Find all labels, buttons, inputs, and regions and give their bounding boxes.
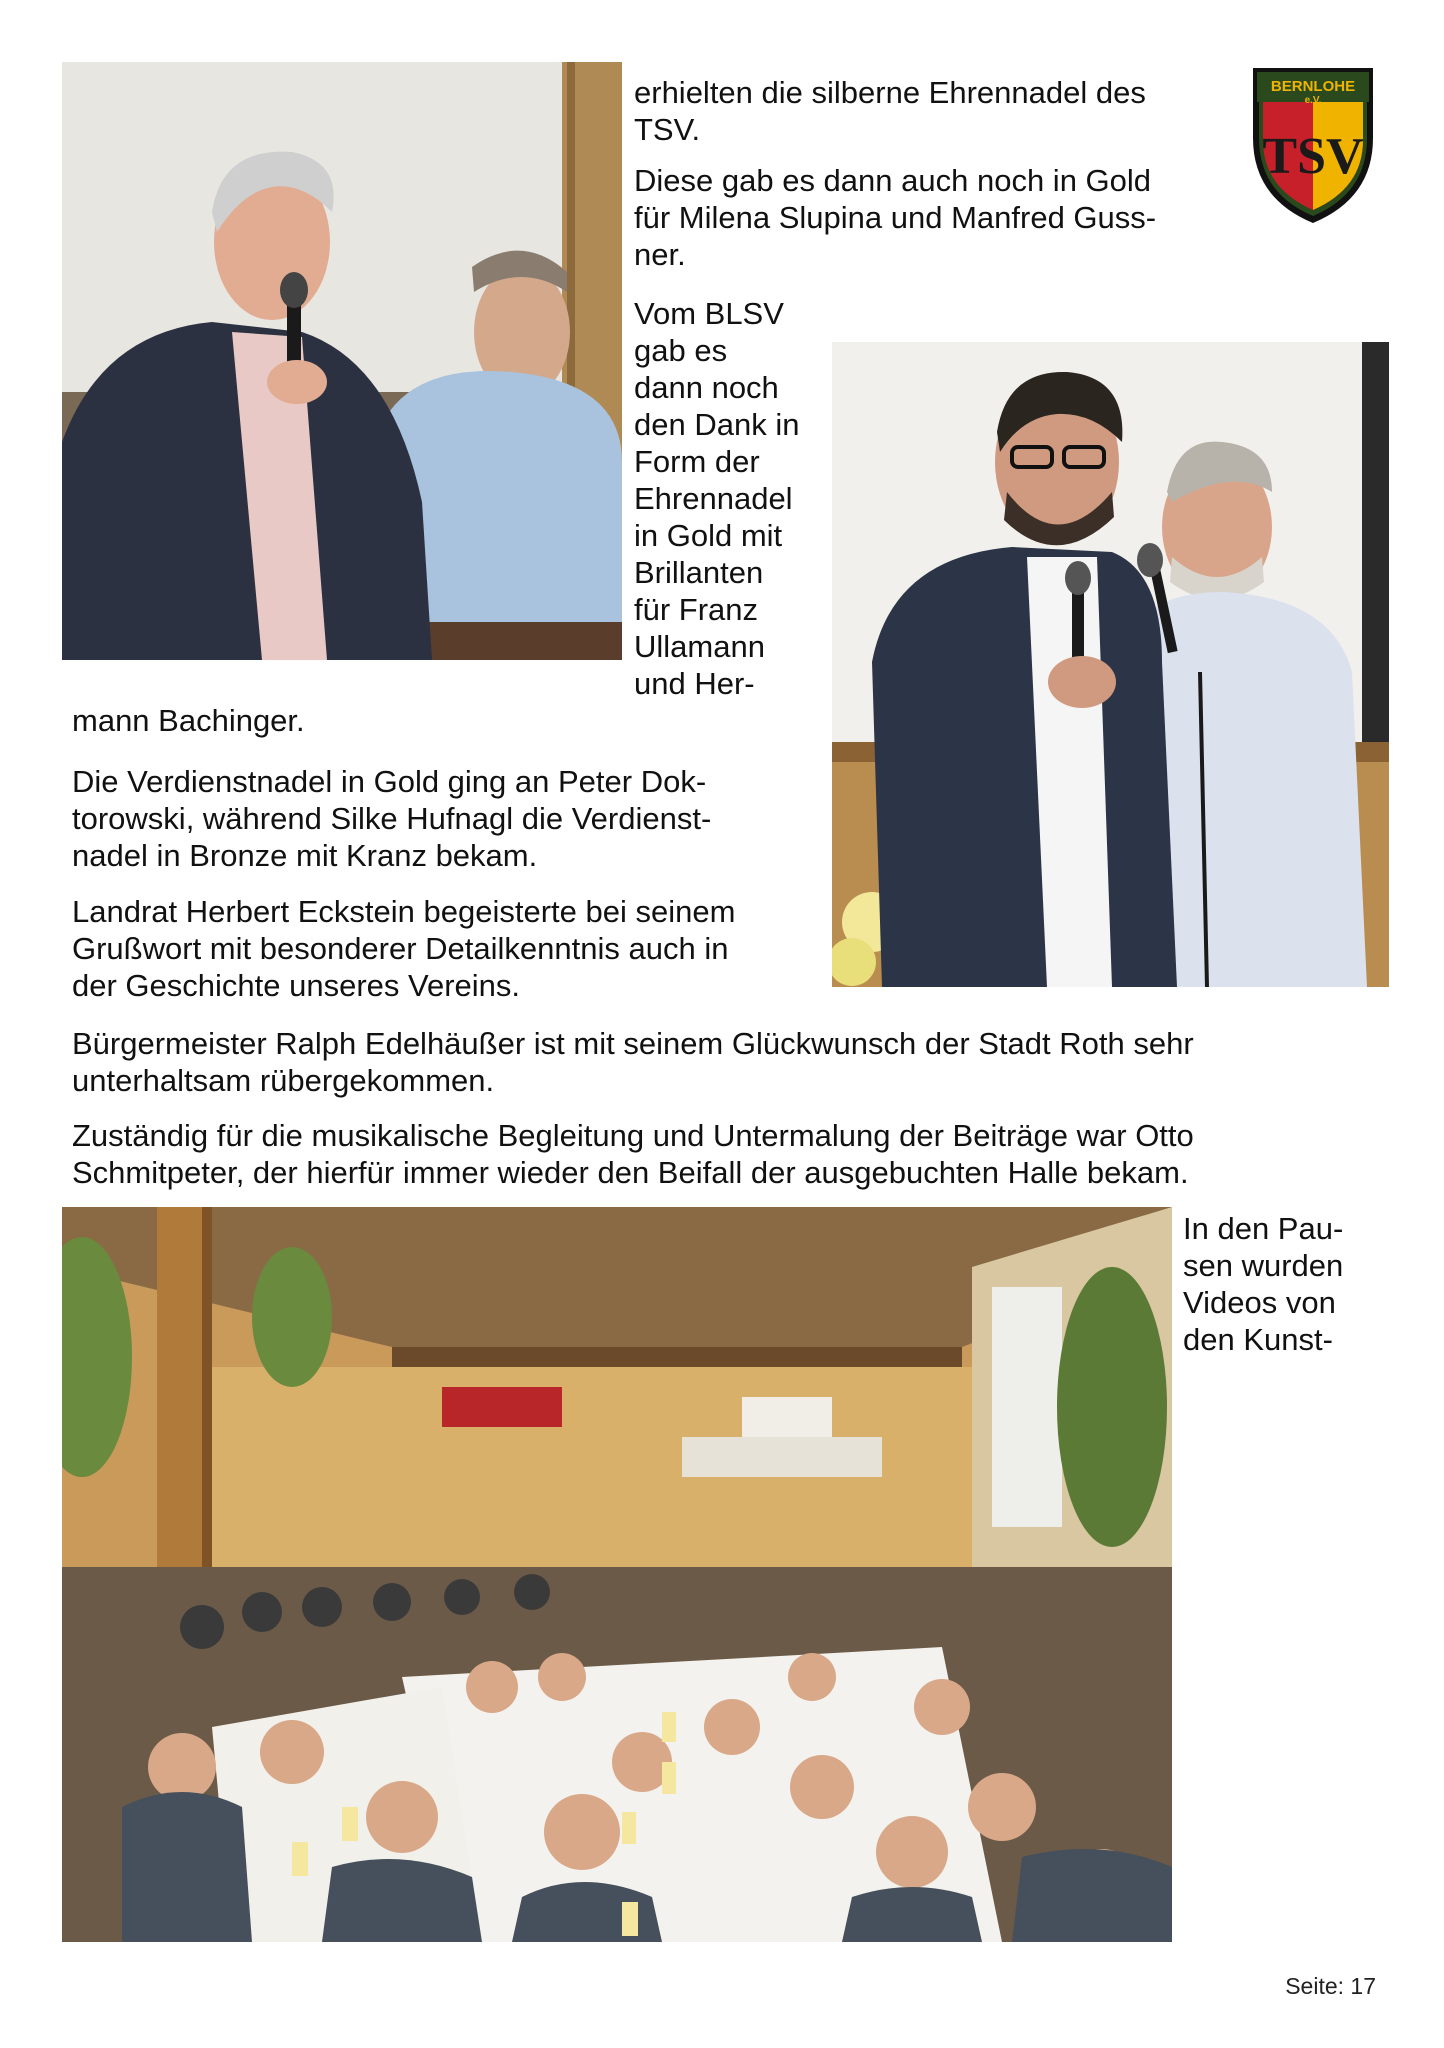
paragraph-line: Schmitpeter, der hierfür immer wieder den Beifall der ausgebuchten Halle bekam. (72, 1155, 1189, 1190)
paragraph-line: TSV. (634, 112, 701, 147)
logo-top-text: BERNLOHE (1270, 78, 1356, 95)
paragraph-line: mann Bachinger. (72, 703, 305, 738)
paragraph-line: Die Verdienstnadel in Gold ging an Peter Dok- (72, 764, 707, 799)
paragraph-line: Vom BLSV (634, 296, 784, 331)
paragraph-line: Zuständig für die musikalische Begleitung und Untermalung der Beiträge war Otto (72, 1118, 1194, 1153)
paragraph-line: für Milena Slupina und Manfred Guss- (634, 200, 1157, 235)
paragraph-line: gab es (634, 333, 728, 368)
paragraph-line: In den Pau- (1183, 1211, 1344, 1246)
paragraph-line: und Her- (634, 666, 755, 701)
paragraph-line: Landrat Herbert Eckstein begeisterte bei seinem (72, 894, 736, 929)
paragraph-line: Form der (634, 444, 760, 479)
paragraph-line: Diese gab es dann auch noch in Gold (634, 163, 1152, 198)
paragraph-line: nadel in Bronze mit Kranz bekam. (72, 838, 538, 873)
paragraph-line: torowski, während Silke Hufnagl die Verdienst- (72, 801, 712, 836)
photo-speakers-2 (832, 342, 1389, 987)
logo-letters: TSV (1262, 128, 1364, 185)
paragraph-line: Brillanten (634, 555, 764, 590)
paragraph-line: unterhaltsam rübergekommen. (72, 1063, 495, 1098)
paragraph-line: ner. (634, 237, 686, 272)
paragraph-line: den Kunst- (1183, 1322, 1333, 1357)
paragraph-line: den Dank in (634, 407, 800, 442)
paragraph-line: erhielten die silberne Ehrennadel des (634, 75, 1146, 110)
paragraph-line: Ullamann (634, 629, 765, 664)
page-number: Seite: 17 (1285, 1973, 1376, 1999)
paragraph-line: Videos von (1183, 1285, 1336, 1320)
paragraph-line: Ehrennadel (634, 481, 793, 516)
tsv-bernlohe-logo (1243, 58, 1383, 228)
paragraph-line: sen wurden (1183, 1248, 1344, 1283)
paragraph-line: in Gold mit (634, 518, 783, 553)
photo-audience-hall (62, 1207, 1172, 1942)
photo-speakers-1 (62, 62, 622, 660)
paragraph-line: der Geschichte unseres Vereins. (72, 968, 521, 1003)
paragraph-line: Grußwort mit besonderer Detailkenntnis auch in (72, 931, 729, 966)
paragraph-line: dann noch (634, 370, 779, 405)
logo-sub-text: e.V. (1304, 95, 1322, 106)
paragraph-line: Bürgermeister Ralph Edelhäußer ist mit seinem Glückwunsch der Stadt Roth sehr (72, 1026, 1194, 1061)
paragraph-line: für Franz (634, 592, 759, 627)
